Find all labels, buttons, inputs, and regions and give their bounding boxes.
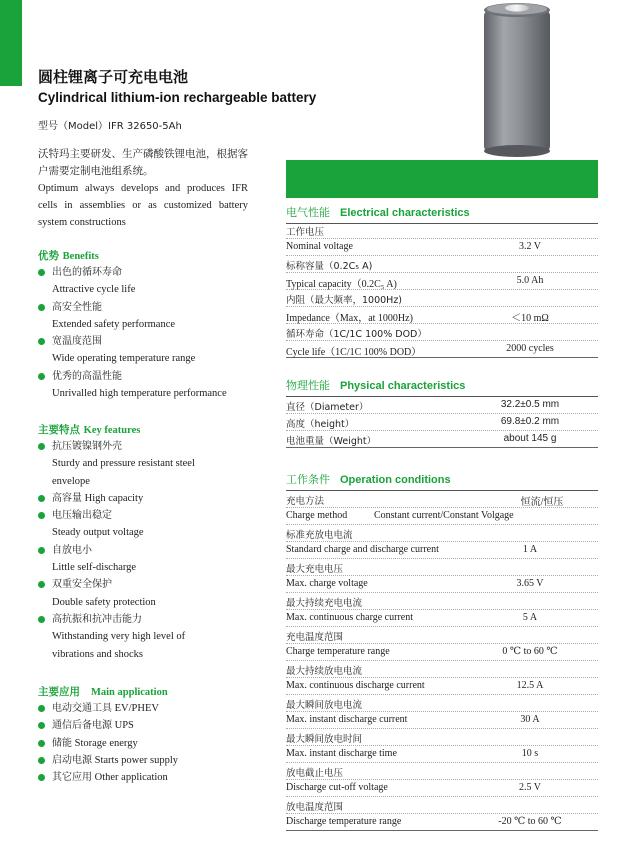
page-title-cn: 圆柱锂离子可充电电池 xyxy=(38,68,189,86)
table-row: 放电截止电压 xyxy=(286,763,598,780)
table-row: 高度（height） 69.8±0.2 mm xyxy=(286,414,598,431)
bullet-dot-icon xyxy=(38,373,45,380)
features-heading-en: Key features xyxy=(83,425,141,436)
table-row: 循环寿命（1C/1C 100% DOD） xyxy=(286,324,598,341)
table-row: 直径（Diameter） 32.2±0.5 mm xyxy=(286,397,598,414)
table-row: Typical capacity（0.2C₅ A) 5.0 Ah xyxy=(286,273,598,290)
table-row: 最大充电电压 xyxy=(286,559,598,576)
table-row: Discharge cut-off voltage 2.5 V xyxy=(286,780,598,797)
application-heading-en: Main application xyxy=(90,687,168,698)
cylindrical-battery-icon xyxy=(478,0,558,160)
list-item: 双重安全保护 Double safety protection xyxy=(38,576,268,611)
table-row: 最大持续放电电流 xyxy=(286,661,598,678)
list-item: 通信后备电源 UPS xyxy=(38,717,268,734)
physical-heading: 物理性能 Physical characteristics xyxy=(286,377,598,393)
bullet-dot-icon xyxy=(38,722,45,729)
page-title-en: Cylindrical lithium-ion rechargeable battery xyxy=(38,90,317,105)
operation-heading: 工作条件 Operation conditions xyxy=(286,471,598,487)
table-row: Impedance（Max，at 1000Hz) ＜10 mΩ xyxy=(286,307,598,324)
list-item: 高抗振和抗冲击能力 Withstanding very high level of vibrations and shocks xyxy=(38,611,268,663)
table-row: 充电方法 恒流/恒压 xyxy=(286,491,598,508)
table-row: Nominal voltage 3.2 V xyxy=(286,239,598,256)
table-row: Max. continuous discharge current 12.5 A xyxy=(286,678,598,695)
bullet-dot-icon xyxy=(38,338,45,345)
table-row: Max. instant discharge time 10 s xyxy=(286,746,598,763)
table-row: 标准充放电电流 xyxy=(286,525,598,542)
application-heading xyxy=(38,684,168,699)
table-row: 工作电压 xyxy=(286,222,598,239)
bullet-dot-icon xyxy=(38,581,45,588)
corner-green-bar xyxy=(0,0,22,86)
bullet-dot-icon xyxy=(38,757,45,764)
table-row: 最大瞬间放电电流 xyxy=(286,695,598,712)
bullet-dot-icon xyxy=(38,443,45,450)
table-row: Charge method Constant current/Constant Volgage xyxy=(286,508,598,525)
benefits-list xyxy=(38,264,268,402)
features-heading-cn: 主要特点 xyxy=(38,424,80,436)
benefits-heading xyxy=(38,248,99,263)
table-row: Max. instant discharge current 30 A xyxy=(286,712,598,729)
intro-text-en: Optimum always develops and produces IFR cells in assemblies or as customized battery system constructions xyxy=(38,183,248,228)
list-item: 出色的循环寿命 Attractive cycle life xyxy=(38,264,268,299)
benefits-heading-cn: 优势 xyxy=(38,250,59,262)
list-item: 抗压镀镍钢外壳 Sturdy and pressure resistant steel envelope xyxy=(38,438,268,490)
list-item: 宽温度范围 Wide operating temperature range xyxy=(38,333,268,368)
list-item: 高容量 High capacity xyxy=(38,490,268,507)
table-row: Discharge temperature range -20 ℃ to 60 ℃ xyxy=(286,814,598,831)
list-item: 储能 Storage energy xyxy=(38,735,268,752)
table-row: 充电温度范围 xyxy=(286,627,598,644)
application-list xyxy=(38,700,268,786)
bullet-dot-icon xyxy=(38,616,45,623)
bullet-dot-icon xyxy=(38,495,45,502)
list-item: 其它应用 Other application xyxy=(38,769,268,786)
bullet-dot-icon xyxy=(38,547,45,554)
list-item: 电压输出稳定 Steady output voltage xyxy=(38,507,268,542)
list-item: 高安全性能 Extended safety performance xyxy=(38,299,268,334)
table-row: 标称容量（0.2C₅ A) xyxy=(286,256,598,273)
table-row: 内阻（最大频率，1000Hz) xyxy=(286,290,598,307)
intro-text-cn: 沃特玛主要研发、生产磷酸铁锂电池，根据客户需要定制电池组系统。 xyxy=(38,148,248,177)
table-row: 放电温度范围 xyxy=(286,797,598,814)
list-item: 优秀的高温性能 Unrivalled high temperature performance xyxy=(38,368,268,403)
table-row: Max. continuous charge current 5 A xyxy=(286,610,598,627)
features-heading xyxy=(38,422,140,437)
list-item: 自放电小 Little self-discharge xyxy=(38,542,268,577)
bullet-dot-icon xyxy=(38,705,45,712)
bullet-dot-icon xyxy=(38,740,45,747)
bullet-dot-icon xyxy=(38,774,45,781)
list-item: 启动电源 Starts power supply xyxy=(38,752,268,769)
bullet-dot-icon xyxy=(38,304,45,311)
list-item: 电动交通工具 EV/PHEV xyxy=(38,700,268,717)
table-row: Standard charge and discharge current 1 A xyxy=(286,542,598,559)
bullet-dot-icon xyxy=(38,512,45,519)
application-heading-cn: 主要应用 xyxy=(38,686,80,698)
benefits-heading-en: Benefits xyxy=(62,251,99,262)
table-row: 最大持续充电电流 xyxy=(286,593,598,610)
table-row: Cycle life（1C/1C 100% DOD） 2000 cycles xyxy=(286,341,598,358)
electrical-heading: 电气性能 Electrical characteristics xyxy=(286,204,598,220)
table-row: Charge temperature range 0 ℃ to 60 ℃ xyxy=(286,644,598,661)
spec-header-bar xyxy=(286,160,598,198)
features-list xyxy=(38,438,268,663)
model-label: 型号（Model）IFR 32650-5Ah xyxy=(38,121,182,132)
table-row: 最大瞬间放电时间 xyxy=(286,729,598,746)
table-row: 电池重量（Weight） about 145 g xyxy=(286,431,598,448)
bullet-dot-icon xyxy=(38,269,45,276)
table-row: Max. charge voltage 3.65 V xyxy=(286,576,598,593)
